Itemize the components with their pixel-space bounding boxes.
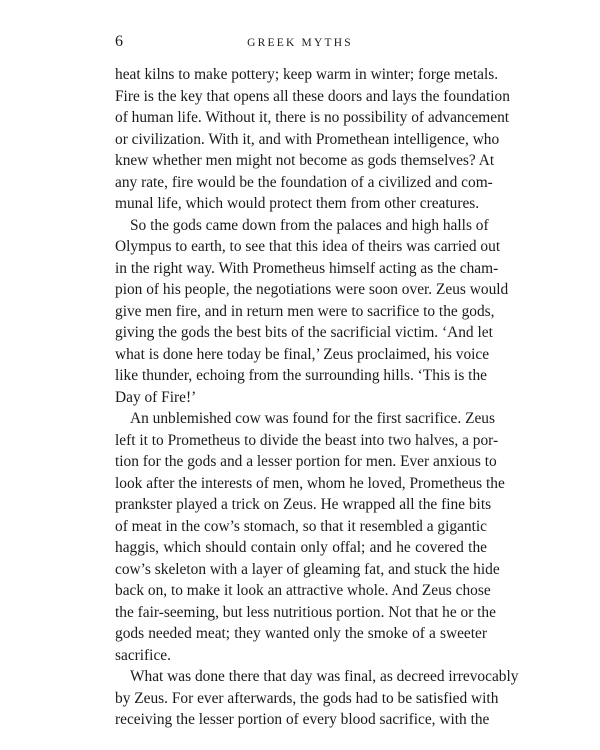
text-line: receiving the lesser portion of every blood sacrifice, with the (115, 711, 490, 728)
page-number: 6 (115, 33, 123, 50)
text-line: of meat in the cow’s stomach, so that it resembled a gigantic (115, 517, 487, 535)
paragraph-first-line: So the gods came down from the palaces and high halls of (130, 216, 489, 234)
text-line: left it to Prometheus to divide the beast into two halves, a por- (115, 431, 499, 449)
text-line: any rate, fire would be the foundation of a civilized and com- (115, 173, 493, 191)
text-line: heat kilns to make pottery; keep warm in winter; forge metals. (115, 66, 499, 83)
text-line: look after the interests of men, whom he loved, Prometheus the (115, 474, 505, 492)
text-line: what is done here today be final,’ Zeus proclaimed, his voice (115, 345, 490, 363)
text-line: tion for the gods and a lesser portion for men. Ever anxious to (115, 453, 497, 470)
text-line: Fire is the key that opens all these doors and lays the foundation (115, 87, 510, 105)
text-line: Day of Fire!’ (115, 388, 197, 406)
running-head: GREEK MYTHS (247, 37, 353, 49)
text-line: back on, to make it look an attractive whole. And Zeus chose (115, 582, 491, 599)
text-line: by Zeus. For ever afterwards, the gods had to be satisfied with (115, 689, 499, 707)
text-line: pion of his people, the negotiations were soon over. Zeus would (115, 281, 509, 298)
paragraph-first-line: An unblemished cow was found for the first sacrifice. Zeus (130, 410, 495, 427)
text-line: or civilization. With it, and with Promethean intelligence, who (115, 130, 500, 148)
text-line: in the right way. With Prometheus himself acting as the cham- (115, 259, 499, 277)
text-line: giving the gods the best bits of the sacrificial victim. ‘And let (115, 324, 493, 341)
text-line: of human life. Without it, there is no possibility of advancement (115, 109, 510, 126)
text-line: munal life, which would protect them from other creatures. (115, 195, 480, 212)
text-line: the fair-seeming, but less nutritious portion. Not that he or the (115, 603, 496, 621)
text-line: sacrifice. (115, 646, 171, 664)
text-line: give men fire, and in return men were to sacrifice to the gods, (115, 302, 495, 320)
text-line: knew whether men might not become as gods themselves? At (115, 152, 495, 169)
text-line: haggis, which should contain only offal; and he covered the (115, 539, 487, 556)
body-text (115, 64, 519, 731)
text-line: gods needed meat; they wanted only the smoke of a sweeter (115, 625, 487, 642)
text-line: prankster played a trick on Zeus. He wrapped all the fine bits (115, 496, 492, 513)
text-line: like thunder, echoing from the surrounding hills. ‘This is the (115, 367, 487, 384)
text-line: cow’s skeleton with a layer of gleaming fat, and stuck the hide (115, 560, 500, 578)
text-line: Olympus to earth, to see that this idea of theirs was carried out (115, 238, 501, 255)
paragraph-first-line: What was done there that day was final, as decreed irrevocably (130, 668, 519, 685)
